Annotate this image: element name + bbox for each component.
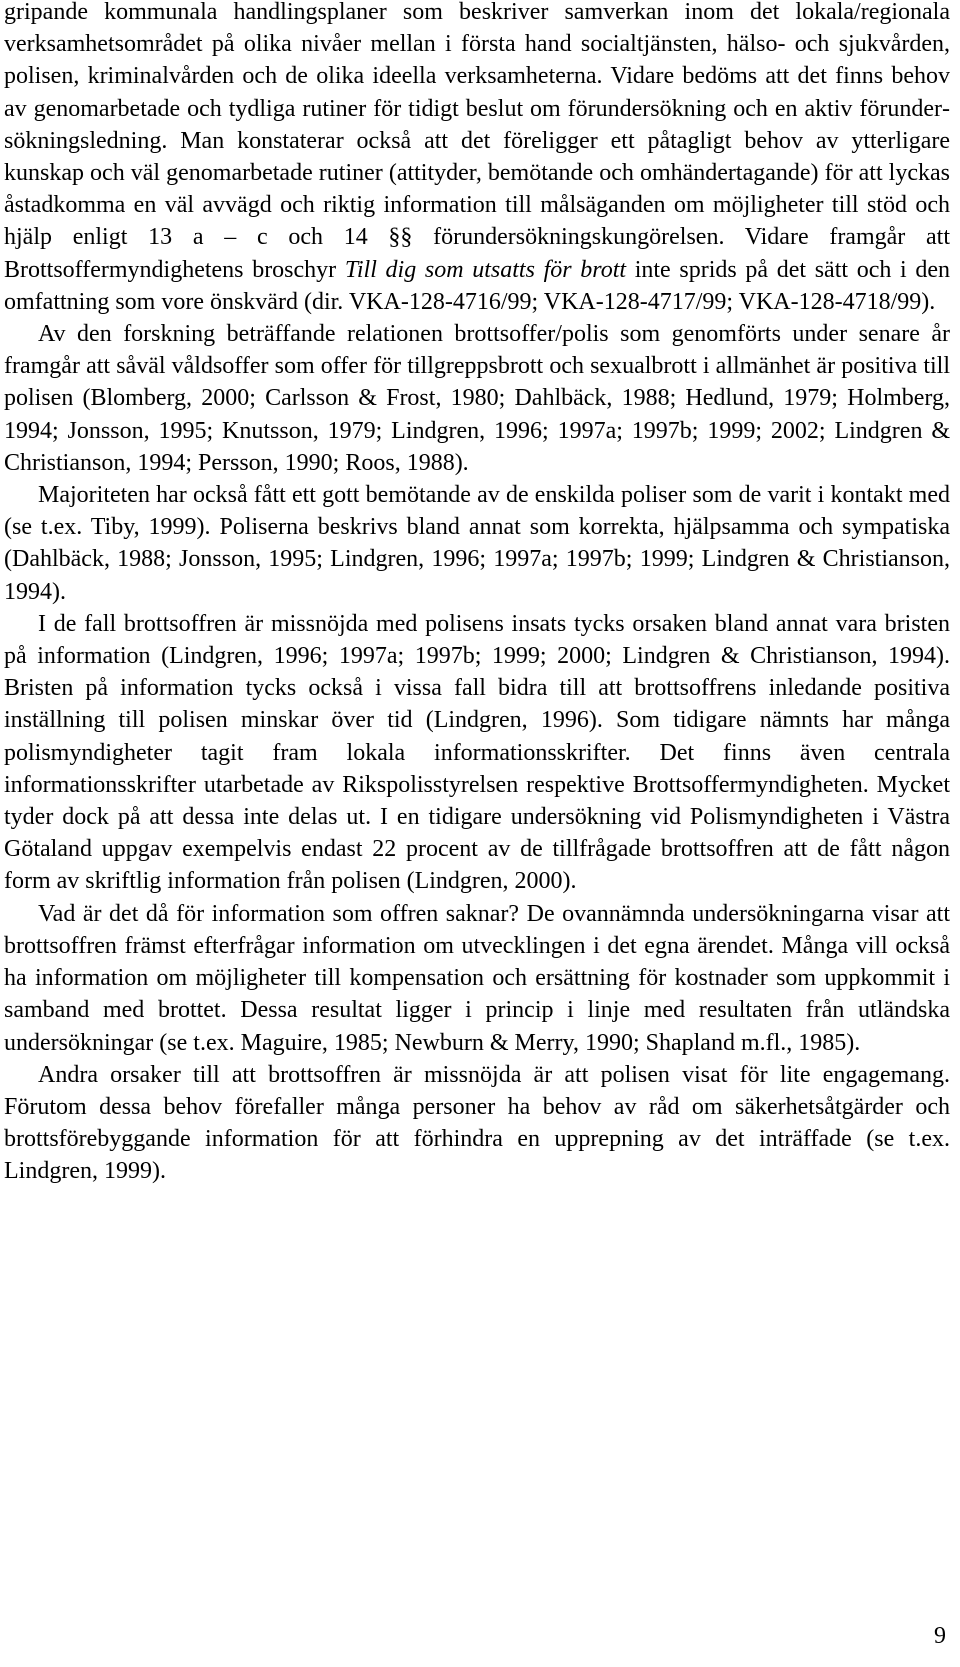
page-number: 9 <box>934 1623 946 1649</box>
paragraph-6 <box>4 1059 950 1188</box>
brochure-title: Till dig som utsatts för brott <box>344 256 627 283</box>
paragraph-2-text: Av den forskning beträffande relationen brottsoffer/polis som genomförts under senare år framgår att såväl våldsoffer som offer för tillgreppsbrott och sexualbrott i allmänhet är positiva till polisen (Blomberg, 2000; Carlsson & Frost, 1980; Dahlbäck, 1988; Hedlund, 1979; Holmberg, 1994; Jonsson, 1995; Knutsson, 1979; Lindgren, 1996; 1997a; 1997b; 1999; 2002; Lindgren & Christianson, 1994; Persson, 1990; Roos, 1988). <box>4 321 950 476</box>
paragraph-1-text-1: gripande kommunala handlingsplaner som beskriver samverkan inom det lokala/regionala verksamhetsområdet på olika nivåer mellan i första hand socialtjänsten, hälso- och sjukvården, polisen, kriminalvården och de olika ideella verksamheterna. Vidare bedöms att det finns behov av genomarbetade och tydliga rutiner för tidigt beslut om förundersökning och en aktiv förundersökningsledning. Man konstaterar också att det föreligger ett påtagligt behov av ytterligare kunskap och väl genomarbetade rutiner (attityder, bemötande och omhändertagande) för att lyckas åstadkomma en väl avvägd och riktig information till målsäganden om möjligheter till stöd och hjälp enligt 13 a – c och 14 §§ förundersökningskungörelsen. Vidare framgår att Brottsoffermyndighetens broschyr <box>4 0 950 283</box>
paragraph-6-text: Andra orsaker till att brottsoffren är missnöjda är att polisen visat för lite engagemang. Förutom dessa behov förefaller många personer ha behov av råd om säkerhetsåtgärder och brottsförebyggande information för att förhindra en upprepning av det inträffade (se t.ex. Lindgren, 1999). <box>4 1061 950 1185</box>
paragraph-4-text: I de fall brottsoffren är missnöjda med polisens insats tycks orsaken bland annat vara bristen på information (Lindgren, 1996; 1997a; 1997b; 1999; 2000; Lindgren & Christianson, 1994). Bristen på information tycks också i vissa fall bidra till att brottsoffrens inledande positiva inställning till polisen minskar över tid (Lindgren, 1996). Som tidigare nämnts har många polismyndigheter tagit fram lokala informationsskrifter. Det finns även centrala informationsskrifter utarbetade av Rikspolisstyrelsen respektive Brottsoffermyndigheten. Mycket tyder dock på att dessa inte delas ut. I en tidigare undersökning vid Polismyndigheten i Västra Götaland uppgav exempelvis endast 22 procent av de tillfrågade brottsoffren att de fått någon form av skriftlig information från polisen (Lindgren, 2000). <box>4 610 950 895</box>
paragraph-3 <box>4 479 950 608</box>
paragraph-3-text: Majoriteten har också fått ett gott bemötande av de enskilda poliser som de varit i kontakt med (se t.ex. Tiby, 1999). Poliserna beskrivs bland annat som korrekta, hjälpsamma och sympatiska (Dahlbäck, 1988; Jonsson, 1995; Lindgren, 1996; 1997a; 1997b; 1999; Lindgren & Christianson, 1994). <box>4 482 950 605</box>
paragraph-1 <box>4 0 950 318</box>
paragraph-4 <box>4 608 950 898</box>
paragraph-5-text: Vad är det då för information som offren saknar? De ovannämnda undersökningarna visar att brottsoffren främst efterfrågar information om utvecklingen i det egna ärendet. Många vill också ha information om möjligheter till kompensation och ersättning för kostnader som uppkommit i samband med brottet. Dessa resultat ligger i princip i linje med resultaten från utländska undersökningar (se t.ex. Maguire, 1985; Newburn & Merry, 1990; Shapland m.fl., 1985). <box>4 900 950 1056</box>
paragraph-2 <box>4 318 950 479</box>
paragraph-1-text-2: inte sprids på det sätt och i den omfattning som vore önskvärd (dir. VKA-128-4716/99; VKA-128-4717/99; VKA-128-4718/99). <box>4 256 951 315</box>
body-text <box>4 0 950 1188</box>
paragraph-5 <box>4 898 950 1059</box>
